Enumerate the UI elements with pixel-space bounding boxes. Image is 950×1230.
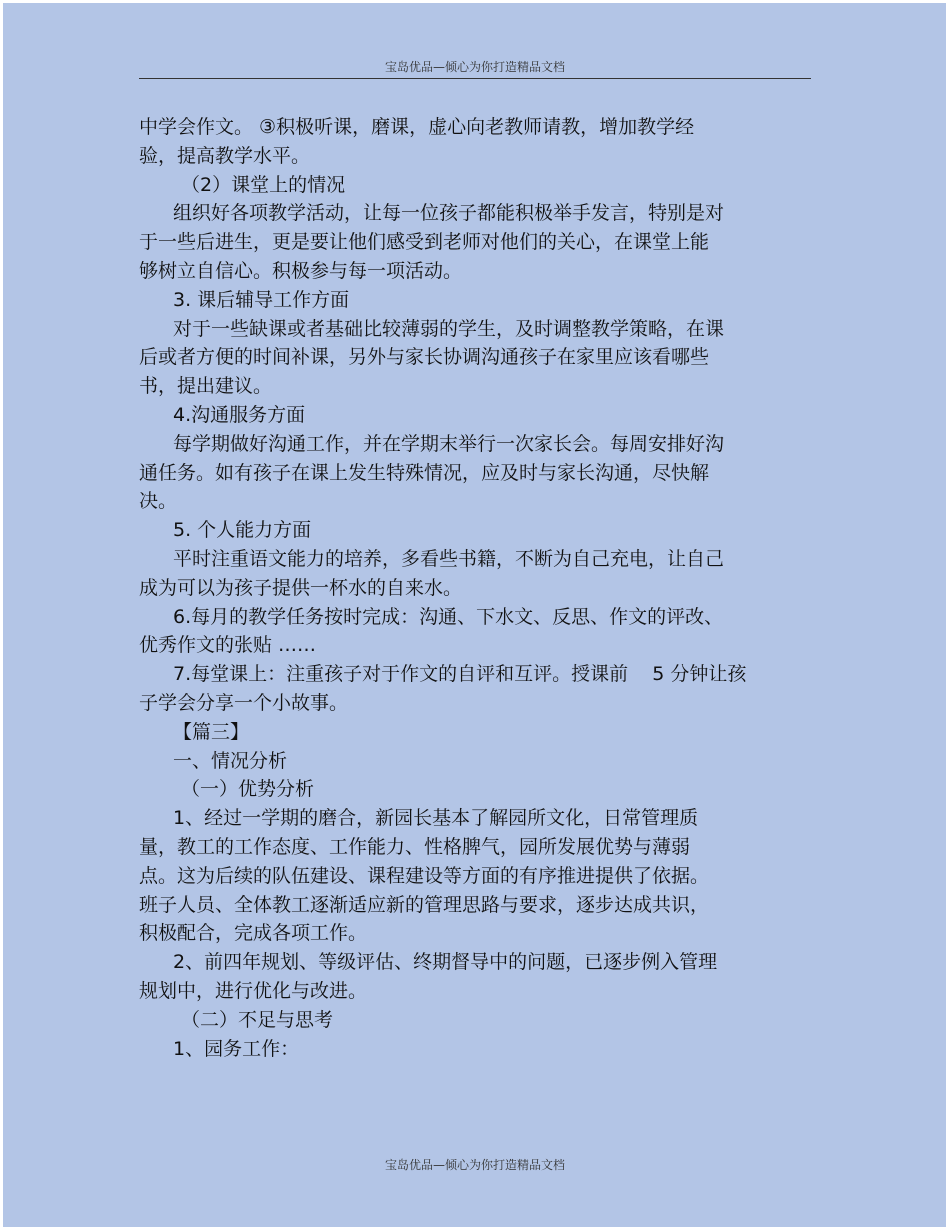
paragraph-line: 每学期做好沟通工作，并在学期末举行一次家长会。每周安排好沟: [173, 432, 725, 455]
header-divider: [139, 78, 811, 79]
section-heading: （一）优势分析: [181, 778, 315, 801]
paragraph-line: 量，教工的工作态度、工作能力、性格脾气，园所发展优势与薄弱: [139, 835, 691, 858]
section-heading: （2）课堂上的情况: [181, 173, 346, 196]
paragraph-line: 子学会分享一个小故事。: [139, 691, 349, 714]
section-heading: 1、园务工作：: [173, 1037, 300, 1060]
paragraph-line: 书，提出建议。: [139, 375, 273, 398]
document-body: [139, 113, 819, 1063]
paragraph-line: 优秀作文的张贴 ……: [139, 634, 317, 657]
paragraph-line: 验，提高教学水平。: [139, 144, 311, 167]
paragraph-line: 后或者方便的时间补课，另外与家长协调沟通孩子在家里应该看哪些: [139, 346, 710, 369]
paragraph-line: 组织好各项教学活动，让每一位孩子都能积极举手发言，特别是对: [173, 202, 725, 225]
paragraph-line: 于一些后进生，更是要让他们感受到老师对他们的关心，在课堂上能: [139, 231, 710, 254]
paragraph-line: 通任务。如有孩子在课上发生特殊情况，应及时与家长沟通，尽快解: [139, 461, 710, 484]
paragraph-line: 中学会作文。 ③积极听课，磨课，虚心向老教师请教，增加教学经: [139, 116, 695, 138]
section-heading: 4.沟通服务方面: [173, 403, 306, 426]
paragraph-line: 成为可以为孩子提供一杯水的自来水。: [139, 576, 463, 599]
page-footer: 宝岛优品—倾心为你打造精品文档: [384, 1158, 565, 1172]
paragraph-line: 6.每月的教学任务按时完成：沟通、下水文、反思、作文的评改、: [173, 605, 724, 628]
section-heading: 5. 个人能力方面: [173, 519, 312, 542]
paragraph-line: 7.每堂课上：注重孩子对于作文的自评和互评。授课前 5 分钟让孩: [173, 663, 747, 686]
section-heading: 一、情况分析: [173, 749, 288, 772]
paragraph-line: 2、前四年规划、等级评估、终期督导中的问题，已逐步例入管理: [173, 951, 718, 974]
section-heading: （二）不足与思考: [181, 1008, 334, 1031]
paragraph-line: 1、经过一学期的磨合，新园长基本了解园所文化，日常管理质: [173, 807, 699, 830]
paragraph-line: 平时注重语文能力的培养，多看些书籍，不断为自己充电，让自己: [173, 547, 725, 570]
paragraph-line: 点。这为后续的队伍建设、课程建设等方面的有序推进提供了依据。: [139, 864, 710, 887]
paragraph-line: 够树立自信心。积极参与每一项活动。: [139, 259, 463, 282]
section-heading: 【篇三】: [173, 720, 250, 743]
paragraph-line: 积极配合，完成各项工作。: [139, 922, 368, 945]
section-heading: 3. 课后辅导工作方面: [173, 288, 350, 311]
paragraph-line: 决。: [139, 490, 178, 513]
paragraph-line: 规划中，进行优化与改进。: [139, 979, 368, 1002]
paragraph-line: 对于一些缺课或者基础比较薄弱的学生，及时调整教学策略，在课: [173, 317, 725, 340]
page-header: 宝岛优品—倾心为你打造精品文档: [384, 60, 565, 74]
paragraph-line: 班子人员、全体教工逐渐适应新的管理思路与要求，逐步达成共识，: [139, 893, 710, 916]
